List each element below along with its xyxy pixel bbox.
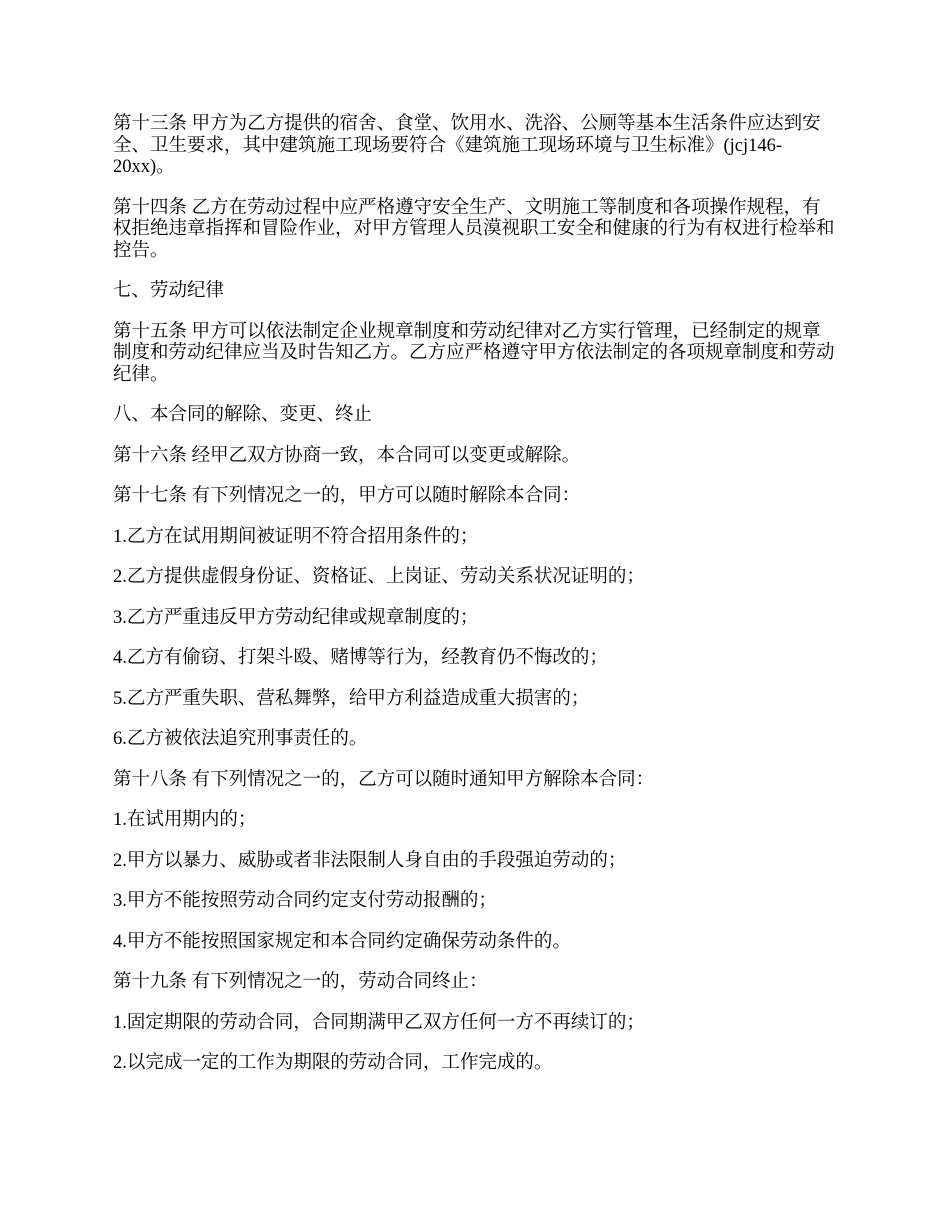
list-item-text: 3.甲方不能按照劳动合同约定支付劳动报酬的； [113, 891, 497, 911]
list-item-text: 4.甲方不能按照国家规定和本合同约定确保劳动条件的。 [113, 931, 571, 952]
paragraph-line: 第十五条 甲方可以依法制定企业规章制度和劳动纪律对乙方实行管理，已经制定的规章 [113, 321, 821, 342]
list-item-text: 5.乙方严重失职、营私舞弊，给甲方利益造成重大损害的； [113, 688, 590, 709]
article-19-item-1 [113, 1013, 853, 1035]
article-17-item-5 [113, 689, 853, 711]
article-17-item-2 [113, 567, 853, 589]
list-item-text: 2.甲方以暴力、威胁或者非法限制人身自由的手段强迫劳动的； [113, 850, 627, 871]
paragraph-line: 第十八条 有下列情况之一的，乙方可以随时通知甲方解除本合同： [113, 769, 655, 790]
article-17-item-1 [113, 527, 853, 549]
paragraph-line: 20xx)。 [113, 157, 175, 177]
paragraph-line: 全、卫生要求，其中建筑施工现场要符合《建筑施工现场环境与卫生标准》(jcj146- [113, 135, 783, 156]
article-19-paragraph [113, 972, 853, 994]
list-item-text: 2.乙方提供虚假身份证、资格证、上岗证、劳动关系状况证明的； [113, 567, 645, 587]
paragraph-line: 控告。 [113, 240, 169, 261]
article-18-item-1 [113, 810, 853, 832]
section-heading-text: 八、本合同的解除、变更、终止 [113, 405, 373, 425]
list-item-text: 6.乙方被依法追究刑事责任的。 [113, 729, 368, 749]
document-page [113, 114, 853, 1094]
list-item-text: 4.乙方有偷窃、打架斗殴、赌博等行为，经教育仍不悔改的； [113, 648, 608, 668]
paragraph-line: 纪律。 [113, 364, 169, 385]
paragraph-line: 制度和劳动纪律应当及时告知乙方。乙方应严格遵守甲方依法制定的各项规章制度和劳动 [113, 343, 835, 363]
article-15-paragraph [113, 322, 853, 387]
article-18-item-4 [113, 932, 853, 954]
article-19-item-2 [113, 1053, 853, 1075]
paragraph-line: 第十六条 经甲乙双方协商一致，本合同可以变更或解除。 [113, 445, 581, 466]
article-18-item-2 [113, 851, 853, 873]
section-heading-labor-discipline [113, 281, 853, 303]
list-item-text: 3.乙方严重违反甲方劳动纪律或规章制度的； [113, 607, 479, 628]
article-17-paragraph [113, 486, 853, 508]
article-13-paragraph [113, 114, 853, 179]
article-17-item-4 [113, 648, 853, 670]
paragraph-line: 第十四条 乙方在劳动过程中应严格遵守安全生产、文明施工等制度和各项操作规程，有 [113, 197, 821, 218]
paragraph-line: 权拒绝违章指挥和冒险作业，对甲方管理人员漠视职工安全和健康的行为有权进行检举和 [113, 219, 835, 239]
section-heading-text: 七、劳动纪律 [113, 281, 225, 301]
article-16-paragraph [113, 446, 853, 468]
list-item-text: 2.以完成一定的工作为期限的劳动合同，工作完成的。 [113, 1053, 553, 1073]
list-item-text: 1.在试用期内的； [113, 810, 257, 830]
article-17-item-3 [113, 608, 853, 630]
article-18-paragraph [113, 770, 853, 792]
list-item-text: 1.固定期限的劳动合同，合同期满甲乙双方任何一方不再续订的； [113, 1012, 645, 1033]
article-17-item-6 [113, 729, 853, 751]
paragraph-line: 第十七条 有下列情况之一的，甲方可以随时解除本合同： [113, 486, 581, 506]
section-heading-termination [113, 405, 853, 427]
paragraph-line: 第十九条 有下列情况之一的，劳动合同终止： [113, 972, 488, 992]
paragraph-line: 第十三条 甲方为乙方提供的宿舍、食堂、饮用水、洗浴、公厕等基本生活条件应达到安 [113, 114, 821, 134]
article-14-paragraph [113, 198, 853, 263]
list-item-text: 1.乙方在试用期间被证明不符合招用条件的； [113, 526, 479, 547]
article-18-item-3 [113, 891, 853, 913]
